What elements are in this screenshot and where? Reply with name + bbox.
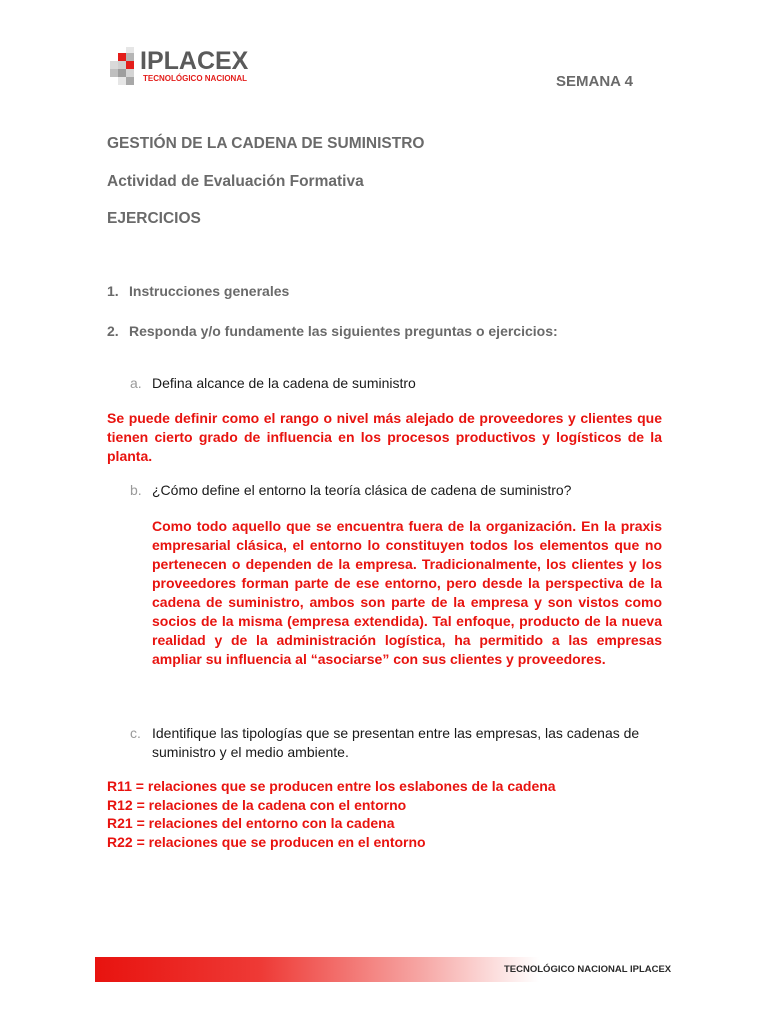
section-title: EJERCICIOS — [107, 210, 201, 227]
item-number: 1. — [107, 283, 119, 299]
week-label: SEMANA 4 — [556, 73, 633, 90]
item-text: Responda y/o fundamente las siguientes preguntas o ejercicios: — [129, 323, 558, 339]
numbered-item — [107, 283, 289, 299]
question-c — [130, 724, 662, 762]
logo-mosaic-icon — [110, 47, 144, 83]
question-letter: a. — [130, 375, 142, 391]
answer-a: Se puede definir como el rango o nivel más alejado de proveedores y clientes que tienen cierto grado de influencia en los procesos productivos y logísticos de la planta. — [107, 410, 662, 464]
question-text: Identifique las tipologías que se presentan entre las empresas, las cadenas de suministro y el medio ambiente. — [152, 725, 640, 760]
question-b — [130, 481, 662, 500]
logo-wordmark: IPLACEX — [140, 47, 249, 75]
item-text: Instrucciones generales — [129, 283, 290, 299]
answer-b: Como todo aquello que se encuentra fuera de la organización. En la praxis empresarial clásica, el entorno lo constituyen todos los elementos que no pertenecen o dependen de la empresa. Tradicionalmente, los clientes y los proveedores forman parte de ese entorno, pero desde la perspectiva de la cadena de suministro, ambos son parte de la empresa y son vistos como socios de la misma (empresa extendida). Tal enfoque, producto de la nueva realidad y de la administración logística, ha permitido a las empresas ampliar su influencia al “asociarse” con sus clientes y proveedores. — [152, 518, 662, 667]
relation-item: R12 = relaciones de la cadena con el entorno — [107, 796, 407, 813]
course-title: GESTIÓN DE LA CADENA DE SUMINISTRO — [107, 135, 425, 152]
item-number: 2. — [107, 323, 119, 339]
iplacex-logo — [110, 47, 260, 89]
activity-title: Actividad de Evaluación Formativa — [107, 173, 364, 190]
question-text: ¿Cómo define el entorno la teoría clásica de cadena de suministro? — [152, 482, 572, 498]
relation-item: R22 = relaciones que se producen en el entorno — [107, 833, 426, 850]
numbered-item — [107, 323, 558, 339]
question-text: Defina alcance de la cadena de suministro — [152, 375, 416, 391]
question-letter: b. — [130, 482, 142, 498]
question-a — [130, 374, 662, 393]
relations-list — [107, 777, 556, 851]
question-letter: c. — [130, 725, 141, 741]
relation-item: R21 = relaciones del entorno con la cadena — [107, 815, 395, 831]
relation-item: R11 = relaciones que se producen entre los eslabones de la cadena — [107, 778, 556, 794]
footer-text: TECNOLÓGICO NACIONAL IPLACEX — [504, 964, 672, 975]
logo-subtitle: TECNOLÓGICO NACIONAL — [143, 74, 247, 83]
